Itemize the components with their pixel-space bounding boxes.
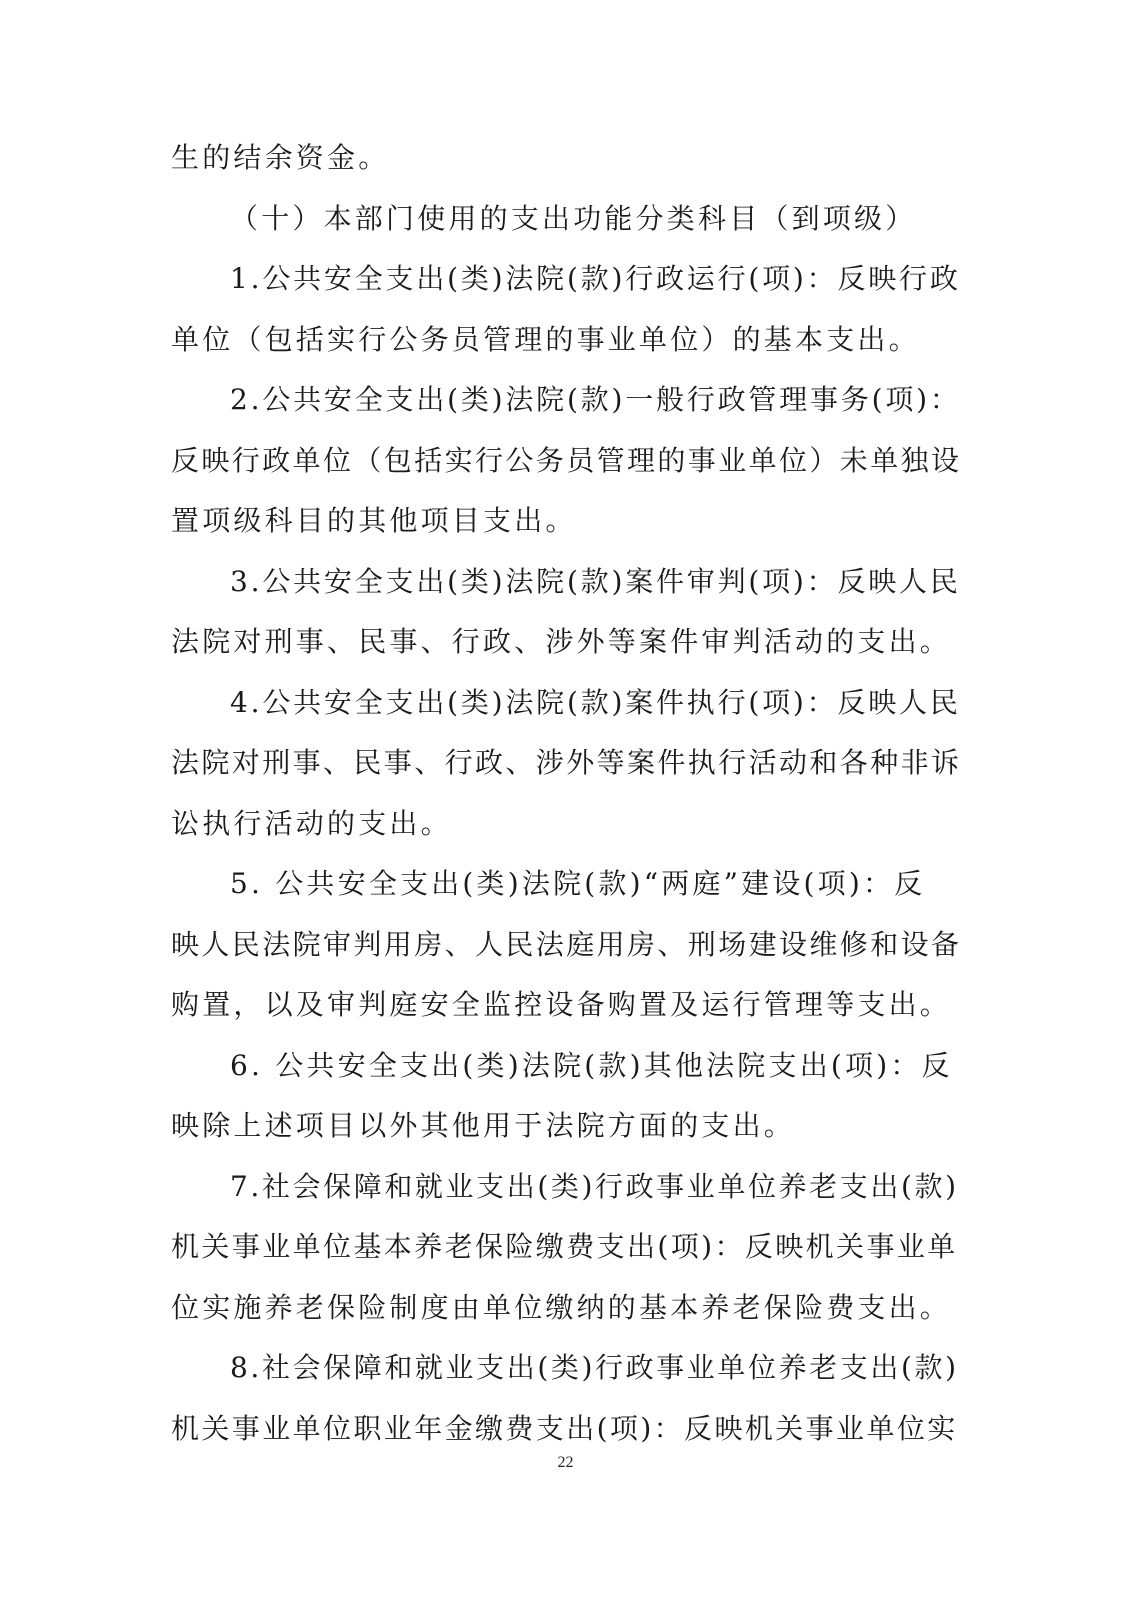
body-text [171,128,961,1459]
text-line: 3.公共安全支出(类)法院(款)案件审判(项)：反映人民 [230,564,961,598]
text-line: 反映行政单位（包括实行公务员管理的事业单位）未单独设 [171,443,962,477]
text-line: 置项级科目的其他项目支出。 [171,504,577,537]
text-line: 1.公共安全支出(类)法院(款)行政运行(项)：反映行政 [230,262,961,295]
section-heading: （十）本部门使用的支出功能分类科目（到项级） [230,201,917,235]
text-line: 8.社会保障和就业支出(类)行政事业单位养老支出(款) [230,1351,959,1384]
text-line: 6. 公共安全支出(类)法院(款)其他法院支出(项)：反 [230,1048,953,1082]
text-line: 法院对刑事、民事、行政、涉外等案件执行活动和各种非诉 [171,746,962,779]
text-line: 单位（包括实行公务员管理的事业单位）的基本支出。 [171,322,920,356]
text-line: 购置，以及审判庭安全监控设备购置及运行管理等支出。 [171,988,952,1021]
text-line: 5. 公共安全支出(类)法院(款)“两庭”建设(项)：反 [230,867,926,900]
text-line: 生的结余资金。 [171,141,390,174]
text-line: 7.社会保障和就业支出(类)行政事业单位养老支出(款) [230,1169,959,1203]
text-line: 讼执行活动的支出。 [171,806,452,840]
text-line: 机关事业单位基本养老保险缴费支出(项)：反映机关事业单 [171,1230,958,1263]
page-number: 22 [557,1454,574,1471]
text-line: 法院对刑事、民事、行政、涉外等案件审判活动的支出。 [171,625,952,658]
text-line: 映除上述项目以外其他用于法院方面的支出。 [171,1109,796,1142]
text-line: 4.公共安全支出(类)法院(款)案件执行(项)：反映人民 [230,685,961,719]
text-line: 映人民法院审判用房、人民法庭用房、刑场建设维修和设备 [171,927,962,961]
text-line: 机关事业单位职业年金缴费支出(项)：反映机关事业单位实 [171,1411,958,1445]
text-line: 位实施养老保险制度由单位缴纳的基本养老保险费支出。 [171,1290,952,1324]
text-line: 2.公共安全支出(类)法院(款)一般行政管理事务(项)： [230,383,961,416]
